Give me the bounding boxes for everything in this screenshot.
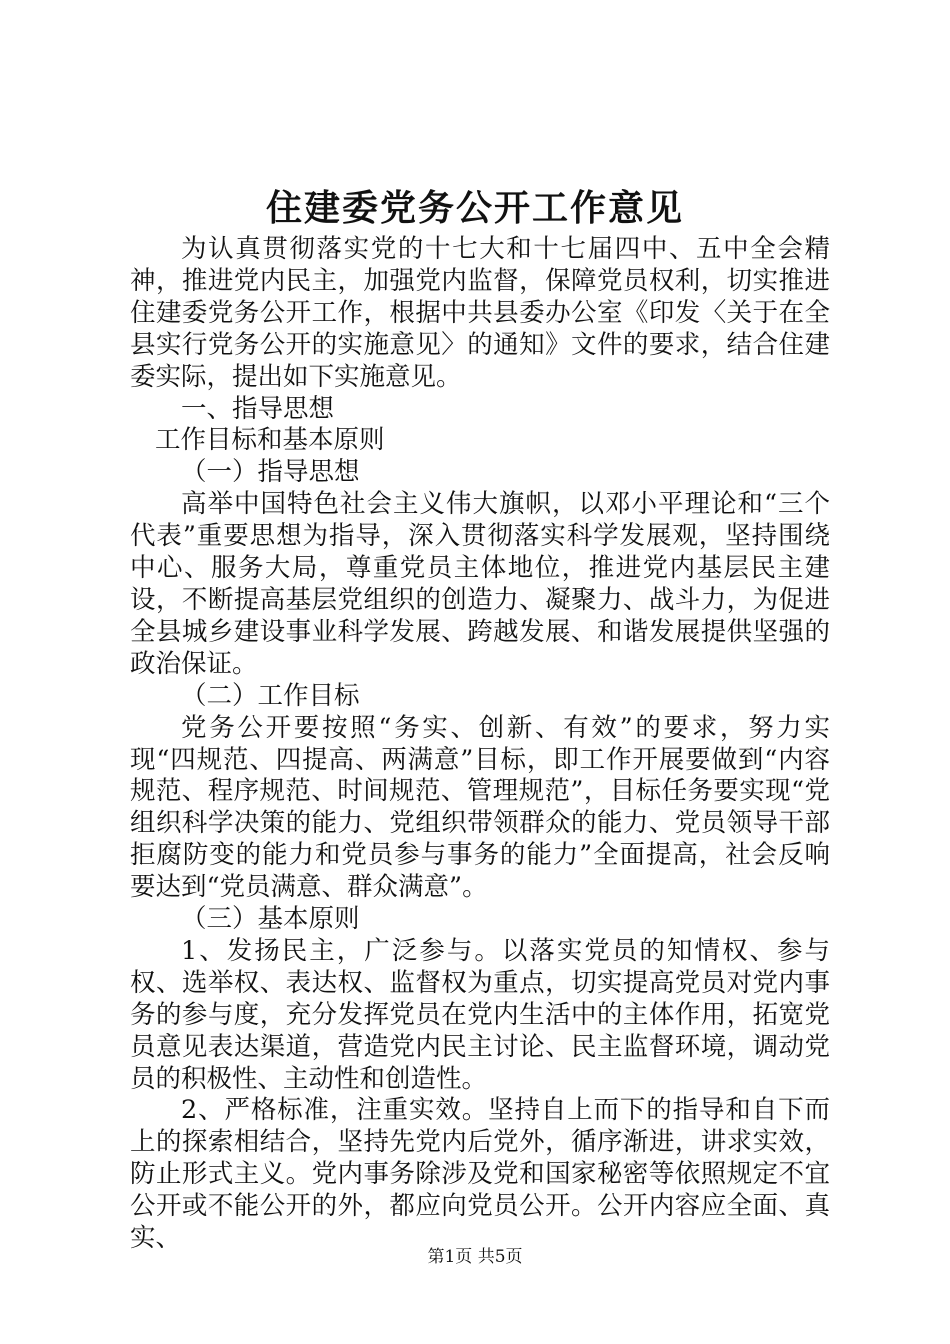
heading-guiding-thought: 一、指导思想 (181, 393, 335, 424)
subheading-3: （三）基本原则 (181, 904, 360, 935)
paragraph-intro: 为认真贯彻落实党的十七大和十七届四中、五中全会精神，推进党内民主，加强党内监督，保障党员权利，切实推进住建委党务公开工作，根据中共县委办公室《印发〈关于在全县实行党务公开的实施意见〉的通知》文件的要求，结合住建委实际，提出如下实施意见。 (130, 234, 830, 392)
paragraph-guiding-thought: 高举中国特色社会主义伟大旗帜，以邓小平理论和“三个代表”重要思想为指导，深入贯彻落实科学发展观，坚持围绕中心、服务大局，尊重党员主体地位，推进党内基层民主建设，不断提高基层党组织的创造力、凝聚力、战斗力，为促进全县城乡建设事业科学发展、跨越发展、和谐发展提供坚强的政治保证。 (130, 489, 830, 679)
document-body (130, 234, 830, 1255)
page-number-footer: 第1页 共5页 (427, 1247, 523, 1267)
subheading-2: （二）工作目标 (181, 680, 360, 711)
heading-goals-principles: 工作目标和基本原则 (155, 425, 385, 456)
subheading-1: （一）指导思想 (181, 457, 360, 488)
paragraph-principle-2: 2、严格标准，注重实效。坚持自上而下的指导和自下而上的探索相结合，坚持先党内后党外，循序渐进，讲求实效，防止形式主义。党内事务除涉及党和国家秘密等依照规定不宜公开或不能公开的外，都应向党员公开。公开内容应全面、真实、 (130, 1095, 830, 1254)
document-title: 住建委党务公开工作意见 (265, 187, 684, 229)
paragraph-principle-1: 1、发扬民主，广泛参与。以落实党员的知情权、参与权、选举权、表达权、监督权为重点，切实提高党员对党内事务的参与度，充分发挥党员在党内生活中的主体作用，拓宽党员意见表达渠道，营造党内民主讨论、民主监督环境，调动党员的积极性、主动性和创造性。 (130, 935, 830, 1094)
paragraph-work-goals: 党务公开要按照“务实、创新、有效”的要求，努力实现“四规范、四提高、两满意”目标，即工作开展要做到“内容规范、程序规范、时间规范、管理规范”，目标任务要实现“党组织科学决策的能力、党组织带领群众的能力、党员领导干部拒腐防变的能力和党员参与事务的能力”全面提高，社会反响要达到“党员满意、群众满意”。 (130, 712, 830, 903)
